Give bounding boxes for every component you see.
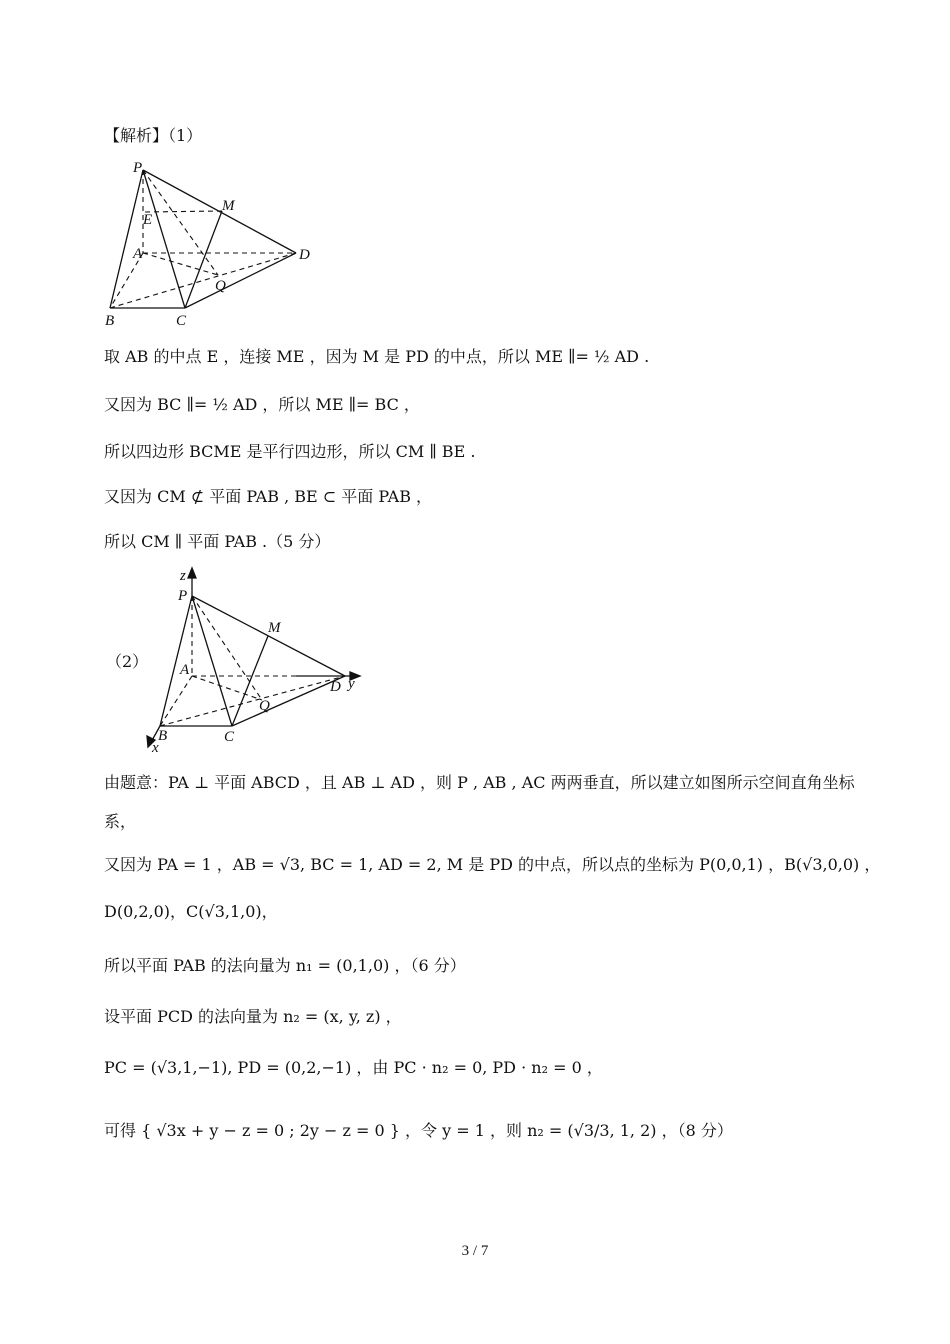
label-A: A — [133, 246, 143, 262]
label-D: D — [299, 247, 310, 263]
label-A: A — [180, 662, 190, 678]
part2-line-6: 设平面 PCD 的法向量为 n₂ = (x, y, z) ， — [104, 1007, 402, 1026]
part2-line-1: 由题意：PA ⊥ 平面 ABCD ，且 AB ⊥ AD ，则 P , AB , AC 两两垂直，所以建立如图所示空间直角坐标 — [104, 773, 855, 792]
part1-line-1: 取 AB 的中点 E ，连接 ME ，因为 M 是 PD 的中点，所以 ME ∥= ½ AD . — [104, 347, 650, 366]
pyramid-figure-1 — [100, 150, 330, 335]
part1-line-2: 又因为 BC ∥= ½ AD ，所以 ME ∥= BC ， — [104, 395, 420, 414]
part1-line-5: 所以 CM ∥ 平面 PAB .（5 分） — [104, 532, 331, 551]
part2-line-2: 系， — [104, 812, 137, 831]
axis-label-y: y — [348, 676, 355, 692]
part2-line-5: 所以平面 PAB 的法向量为 n₁ = (0,1,0) ，（6 分） — [104, 956, 466, 975]
section-header: 【解析】（1） — [104, 126, 203, 145]
part2-line-8: 可得 { √3x + y − z = 0 ; 2y − z = 0 } ，令 y = 1 ，则 n₂ = (√3/3, 1, 2) ，（8 分） — [104, 1121, 733, 1140]
label-D: D — [330, 679, 341, 695]
label-B: B — [158, 728, 168, 744]
page-number: 3 / 7 — [461, 1243, 489, 1259]
label-B: B — [105, 313, 115, 329]
label-C: C — [224, 729, 235, 745]
axis-label-x: x — [152, 740, 159, 755]
label-Q: Q — [215, 278, 226, 294]
part2-line-7: PC = (√3,1,−1), PD = (0,2,−1) ，由 PC · n₂ = 0, PD · n₂ = 0 ， — [104, 1058, 603, 1077]
pyramid-figure-2 — [140, 565, 370, 755]
label-M: M — [222, 198, 235, 214]
part2-line-3: 又因为 PA = 1 ，AB = √3, BC = 1, AD = 2, M 是 PD 的中点，所以点的坐标为 P(0,0,1) ，B(√3,0,0) ， — [104, 855, 881, 874]
part2-label: （2） — [106, 652, 149, 671]
label-C: C — [176, 313, 187, 329]
label-P: P — [133, 160, 143, 176]
part1-line-4: 又因为 CM ⊄ 平面 PAB , BE ⊂ 平面 PAB ， — [104, 487, 433, 506]
label-M: M — [268, 620, 281, 636]
part2-line-4: D(0,2,0)，C(√3,1,0)， — [104, 902, 278, 921]
label-P: P — [178, 588, 188, 604]
axis-label-z: z — [180, 568, 186, 584]
label-Q: Q — [259, 698, 270, 714]
part1-line-3: 所以四边形 BCME 是平行四边形，所以 CM ∥ BE . — [104, 442, 476, 461]
label-E: E — [143, 212, 153, 228]
